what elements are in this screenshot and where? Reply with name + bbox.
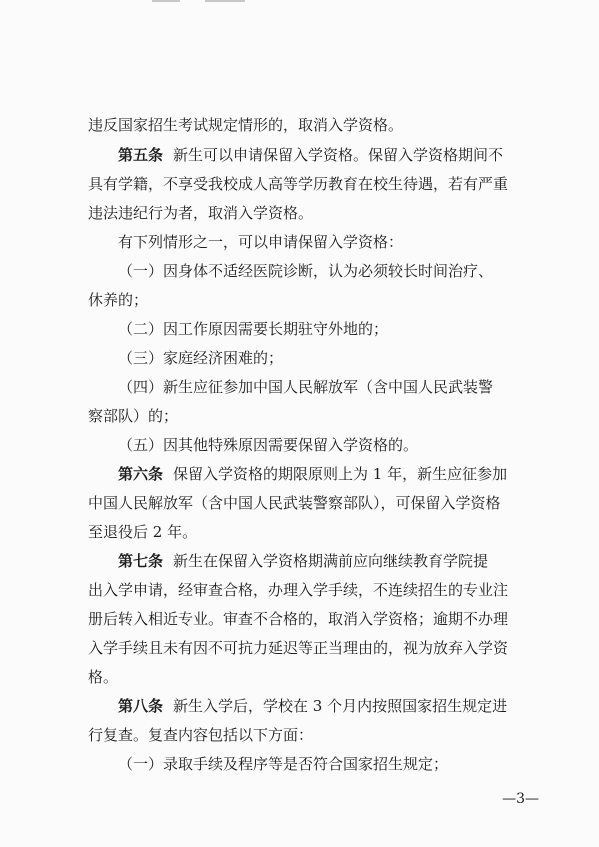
line-text: 具有学籍，不享受我校成人高等学历教育在校生待遇，若有严重 [88,175,509,193]
text-line [88,725,313,745]
text-line [88,522,197,542]
line-text: 行复查。复查内容包括以下方面： [88,726,314,744]
line-text: 察部队）的； [88,407,179,425]
line-text: （四）新生应征参加中国人民解放军（含中国人民武装警 [118,378,494,396]
text-line [88,203,313,223]
scan-artifact [152,0,180,2]
text-line [88,174,508,194]
line-text: 新生入学后，学校在 3 个月内按照国家招生规定进 [173,697,508,715]
text-line [88,290,148,310]
line-text: 新生在保留入学资格期满前应向继续教育学院提 [173,552,489,570]
text-line [88,493,501,513]
article-label: 第七条 [118,552,164,570]
list-item [118,261,493,281]
list-item [118,435,418,455]
line-text: 保留入学资格的期限原则上为 1 年，新生应征参加 [173,465,508,483]
line-text: （一）录取手续及程序等是否符合国家招生规定； [118,755,449,773]
text-line [88,609,508,629]
line-text: （二）因工作原因需要长期驻守外地的； [118,320,389,338]
line-text: 违反国家招生考试规定情形的，取消入学资格。 [88,116,404,134]
line-text: 新生可以申请保留入学资格。保留入学资格期间不 [173,146,504,164]
line-text: 违法违纪行为者，取消入学资格。 [88,204,314,222]
text-line [88,638,508,658]
line-text: 入学手续且未有因不可抗力延迟等正当理由的，视为放弃入学资 [88,639,509,657]
line-text: 休养的； [88,291,149,309]
text-line [118,232,403,252]
list-item [118,348,283,368]
scan-artifact [205,0,245,2]
article-5-line [118,145,503,165]
article-label: 第六条 [118,465,164,483]
line-text: （三）家庭经济困难的； [118,349,284,367]
article-6-line [118,464,507,484]
list-item [118,377,493,397]
list-item [118,754,448,774]
line-text: 格。 [88,668,119,686]
article-7-line [118,551,488,571]
line-text: （一）因身体不适经医院诊断，认为必须较长时间治疗、 [118,262,494,280]
text-line [88,406,178,426]
text-line [88,667,118,687]
list-item [118,319,388,339]
line-text: （五）因其他特殊原因需要保留入学资格的。 [118,436,419,454]
article-label: 第八条 [118,697,164,715]
line-text: 册后转入相近专业。审查不合格的，取消入学资格；逾期不办理 [88,610,509,628]
line-text: 至退役后 2 年。 [88,523,198,541]
text-line [88,115,403,135]
article-label: 第五条 [118,146,164,164]
text-line [88,580,508,600]
article-8-line [118,696,507,716]
line-text: 出入学申请，经审查合格，办理入学手续，不连续招生的专业注 [88,581,509,599]
line-text: 中国人民解放军（含中国人民武装警察部队），可保留入学资格 [88,494,501,512]
line-text: 有下列情形之一，可以申请保留入学资格： [118,233,404,251]
page-number: —3— [502,791,539,807]
